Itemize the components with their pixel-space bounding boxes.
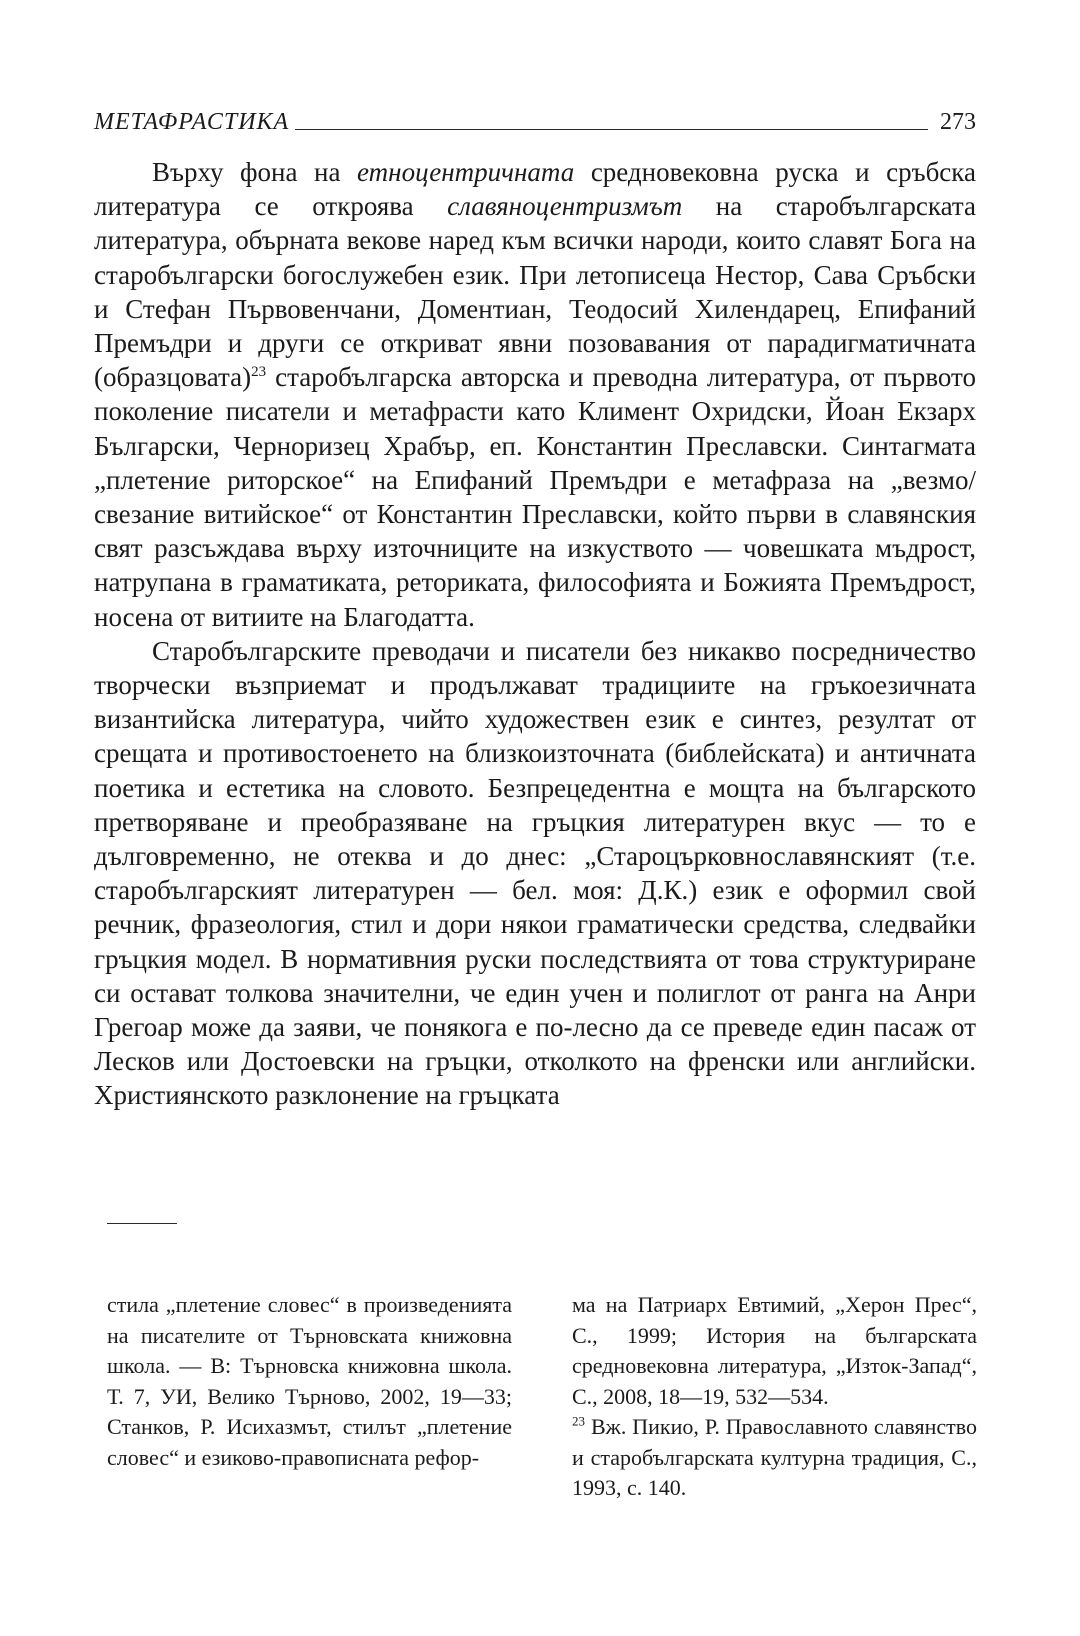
footnote-column-right [572,1290,977,1504]
footnote-23 [572,1412,977,1504]
footnote-number-23: 23 [572,1413,585,1429]
footnote-ref-23[interactable]: 23 [251,364,267,381]
footnote-continued-end: ма на Патриарх Евтимий, „Херон Прес“, С., 1999; История на българската средновековна литература, „Изток-Запад“, С., 2008, 18—19, 532—534. [572,1292,977,1409]
paragraph-1-text-c: на старобългарската литература, обърната векове наред към всички народи, които славят Бога на старобългарски богослужебен език. При летописеца Нестор, Сава Сръбски и Стефан Първовенчани, Доментиан, Теодосий Хилендарец, Епифаний Премъдри и други се откриват явни позовавания от парадигматичната (образцовата) [94,191,976,393]
footnote-rule [107,1223,177,1224]
footnotes [107,1290,977,1504]
header-rule [295,129,928,130]
italic-term-ethnocentric: етноцентричната [357,157,575,187]
footnote-continued-text: стила „плетение словес“ в произведенията на писателите от Търновската книжовна школа. — В: Търновска книжовна школа. Т. 7, УИ, Велико Търново, 2002, 19—33; Станков, Р. Исихазмът, стилът „плетение словес“ и езиково-правописната рефор- [107,1292,512,1470]
paragraph-1-text-a: Върху фона на [152,157,358,187]
paragraph-1 [94,155,976,634]
running-header [94,100,976,134]
running-title: МЕТАФРАСТИКА [94,109,290,135]
page-number: 273 [940,109,976,135]
body-text [94,155,976,1113]
italic-term-slavocentrism: славяноцентризмът [447,191,683,222]
paragraph-2: Старобългарските преводачи и писатели без никакво посредничество творчески възприемат и продължават традициите на гръкоезичната византийска литература, чийто художествен език е синтез, резултат от срещата и противостоенето на близкоизточната (библейската) и античната поетика и естетика на словото. Безпрецедентна е мощта на българското претворяване и преобразяване на гръцкия литературен вкус — то е дълговременно, не отеква и до днес: „Староцърковнославянският (т.е. старобългарският литературен — бел. моя: Д.К.) език е оформил свой речник, фразеология, стил и дори някои граматически средства, следвайки гръцкия модел. В нормативния руски последствията от това структуриране си остават толкова значителни, че един учен и полиглот от ранга на Анри Грегоар може да заяви, че понякога е по-лесно да се преведе един пасаж от Лесков или Достоевски на гръцки, отколкото на френски или английски. Християнското разклонение на гръцката [94,635,976,1111]
paragraph-1-text-b: средновековна руска и сръбска литература се откроява [94,157,976,222]
footnote-23-text: Вж. Пикио, Р. Православното славянство и старобългарската културна традиция, С., 1993, с. 140. [572,1414,977,1500]
paragraph-1-text-d: старобългарска авторска и преводна литература, от първото поколение писатели и метафрасти като Климент Охридски, Йоан Екзарх Български, Черноризец Храбър, еп. Константин Преславски. Синтагмата „плетение риторское“ на Епифаний Премъдри е метафраза на „везмо/свезание витийское“ от Константин Преславски, който първи в славянския свят разсъждава върху източниците на изкуството — човешката мъдрост, натрупана в граматиката, реториката, философията и Божията Премъдрост, носена от витиите на Благодатта. [94,362,976,632]
footnote-column-left [107,1290,512,1504]
